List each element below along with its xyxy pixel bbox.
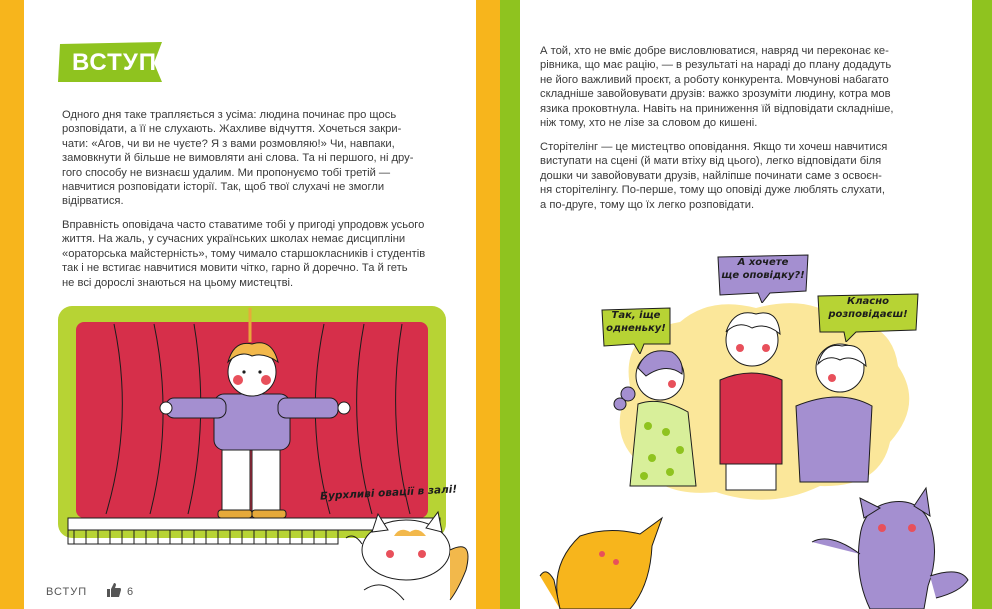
text-line: відірватися.	[62, 195, 124, 208]
text-line: А той, хто не вміє добре висловлюватися, навряд чи переконає ке-	[540, 45, 889, 57]
text-line: не всі дорослі знаються на цьому мистецтві.	[62, 276, 294, 289]
body-paragraph-1	[540, 44, 960, 130]
text-line: ня сторітелінгу. По-перше, тому що оповіді дуже люблять слухати,	[540, 184, 885, 197]
text-line: «ораторська майстерність», тому чимало старшокласників і студентів	[62, 247, 426, 260]
text-line: розповідати, а її не слухають. Жахливе відчуття. Хочеться закри-	[62, 123, 402, 136]
page-number: 6	[127, 586, 134, 598]
text-line: Вправність оповідача часто ставатиме тобі у пригоді упродовж усього	[62, 219, 425, 231]
text-line: складніше завойовувати друзів: важко зрозуміти людину, котра мов	[540, 88, 891, 101]
footer-section-label: ВСТУП	[46, 586, 88, 598]
text-line: рівника, що має рацію, — в результаті на нараді до плану додадуть	[540, 59, 892, 72]
bubble-center-line: ще оповідку?!	[721, 270, 805, 281]
applause-caption: Бурхливі овації в залі!	[319, 483, 458, 503]
text-line: чати: «Агов, чи ви не чуєте? Я з вами розмовляю!» Чи, навпаки,	[62, 137, 395, 150]
text-line: дошки чи завойовувати друзів, найліпше починати саме з освоєн-	[540, 169, 882, 182]
bubble-right-line: Класно	[847, 296, 889, 307]
text-line: гого способу не визнаєш удалим. Ми пропонуємо тобі третій —	[62, 166, 391, 179]
text-line: язика проковтнула. Навіть на приниження їй відповідати складніше,	[540, 102, 894, 115]
text-line: Одного дня таке трапляється з усіма: людина починає про щось	[62, 109, 397, 121]
thumbs-up-icon	[106, 582, 122, 598]
text-line: ніж тому, хто не лізе за словом до кишені.	[540, 117, 758, 130]
speech-bubble-right	[816, 292, 920, 338]
text-line: навчитися розповідати історії. Так, щоб твої слухачі не змогли	[62, 181, 385, 194]
text-line: Сторітелінг — це мистецтво оповідання. Якщо ти хочеш навчитися	[540, 141, 888, 153]
bubble-left-line: одненьку!	[606, 323, 666, 334]
bubble-center-line: А хочете	[737, 257, 789, 268]
text-line: а по-друге, тому що їх легко розповідати.	[540, 198, 755, 211]
body-paragraph-2	[540, 140, 960, 212]
bubble-left-line: Так, іще	[611, 310, 661, 321]
stage-illustration	[54, 300, 476, 609]
intro-paragraph-1	[62, 108, 462, 209]
page-title: ВСТУП	[72, 49, 157, 76]
speech-bubble-center	[714, 253, 812, 299]
text-line: виступати на сцені (й мати втіху від цього), легко відповідати біля	[540, 155, 882, 168]
left-page	[24, 0, 476, 609]
text-line: життя. На жаль, у сучасних українських школах немає дисципліни	[62, 233, 406, 246]
bubble-right-line: розповідаєш!	[828, 309, 908, 320]
intro-paragraph-2	[62, 218, 462, 290]
right-page	[520, 0, 972, 609]
text-line: замовкнути й більше не вимовляти ані слова. Та ні першого, ні дру-	[62, 152, 414, 165]
title-banner	[58, 42, 164, 84]
text-line: так і не встигає навчитися мовити чітко, гарно й доречно. Та й геть	[62, 262, 408, 275]
speech-bubble-left	[600, 306, 672, 350]
text-line: не його важливий проєкт, а роботу конкурента. Мовчунові набагато	[540, 73, 889, 86]
